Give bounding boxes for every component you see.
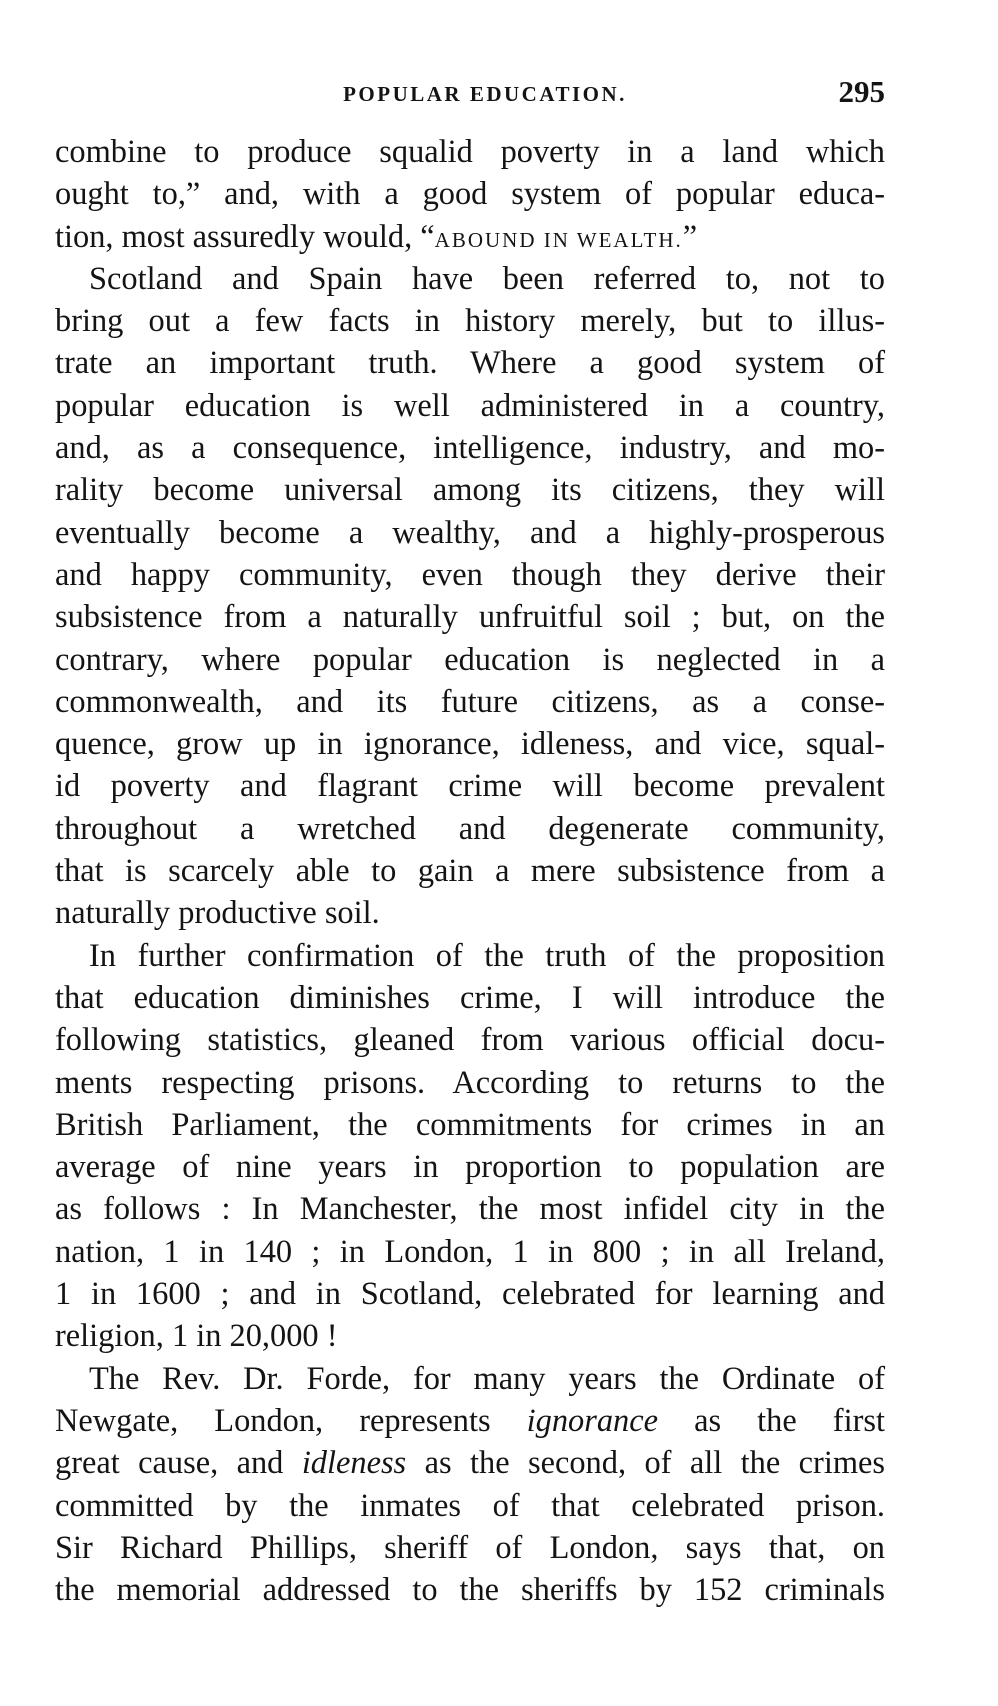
page-number: 295: [838, 74, 885, 109]
text-line: trate an important truth. Where a good system of: [55, 345, 885, 382]
text-line: quence, grow up in ignorance, idleness, and vice, squal-: [55, 726, 885, 763]
text-line: contrary, where popular education is neglected in a: [55, 641, 885, 678]
text-line: commonwealth, and its future citizens, as a conse-: [55, 683, 885, 720]
text-line: eventually become a wealthy, and a highly-prosperous: [55, 514, 885, 551]
text-line: ought to,” and, with a good system of popular educa-: [55, 176, 885, 213]
text-line: following statistics, gleaned from various official docu-: [55, 1022, 885, 1059]
text-line: popular education is well administered in a country,: [55, 387, 885, 424]
text-line: tion, most assuredly would, “ABOUND IN WEALTH.”: [55, 218, 698, 255]
running-title: POPULAR EDUCATION.: [343, 82, 627, 106]
text-line: 1 in 1600 ; and in Scotland, celebrated for learning and: [55, 1276, 885, 1313]
text-line: nation, 1 in 140 ; in London, 1 in 800 ; in all Ireland,: [55, 1233, 885, 1270]
text-line: The Rev. Dr. Forde, for many years the Ordinate of: [89, 1360, 885, 1397]
text-line: throughout a wretched and degenerate community,: [55, 810, 885, 847]
text-line: that education diminishes crime, I will introduce the: [55, 979, 885, 1016]
text-line: Scotland and Spain have been referred to, not to: [89, 260, 885, 297]
text-line: committed by the inmates of that celebrated prison.: [55, 1487, 885, 1524]
text-line: British Parliament, the commitments for crimes in an: [55, 1106, 885, 1143]
running-head: [55, 74, 885, 114]
text-line: combine to produce squalid poverty in a land which: [55, 134, 885, 170]
text-line: bring out a few facts in history merely, but to illus-: [55, 303, 885, 340]
text-line: and happy community, even though they derive their: [55, 556, 885, 593]
text-line: the memorial addressed to the sheriffs by 152 criminals: [55, 1572, 885, 1609]
body-text: [55, 131, 885, 1611]
text-line: subsistence from a naturally unfruitful soil ; but, on the: [55, 599, 885, 636]
text-line: average of nine years in proportion to population are: [55, 1149, 885, 1186]
text-line: Sir Richard Phillips, sheriff of London, says that, on: [55, 1529, 885, 1566]
text-line: id poverty and flagrant crime will become prevalent: [55, 768, 885, 805]
text-line: ments respecting prisons. According to returns to the: [55, 1064, 885, 1101]
text-line: religion, 1 in 20,000 !: [55, 1318, 338, 1355]
italic-word: ignorance: [526, 1402, 658, 1439]
text-line: that is scarcely able to gain a mere subsistence from a: [55, 853, 885, 890]
text-line: rality become universal among its citizens, they will: [55, 472, 885, 509]
text-line: naturally productive soil.: [55, 895, 380, 932]
text-line: as follows : In Manchester, the most infidel city in the: [55, 1191, 885, 1228]
text-line: great cause, and idleness as the second, of all the crimes: [55, 1445, 886, 1482]
text-line: Newgate, London, represents ignorance as the first: [55, 1402, 885, 1439]
small-caps-phrase: ABOUND IN WEALTH.: [434, 227, 683, 252]
italic-word: idleness: [301, 1445, 407, 1482]
text-line: and, as a consequence, intelligence, industry, and mo-: [55, 430, 885, 467]
text-line: In further confirmation of the truth of the proposition: [89, 937, 885, 974]
